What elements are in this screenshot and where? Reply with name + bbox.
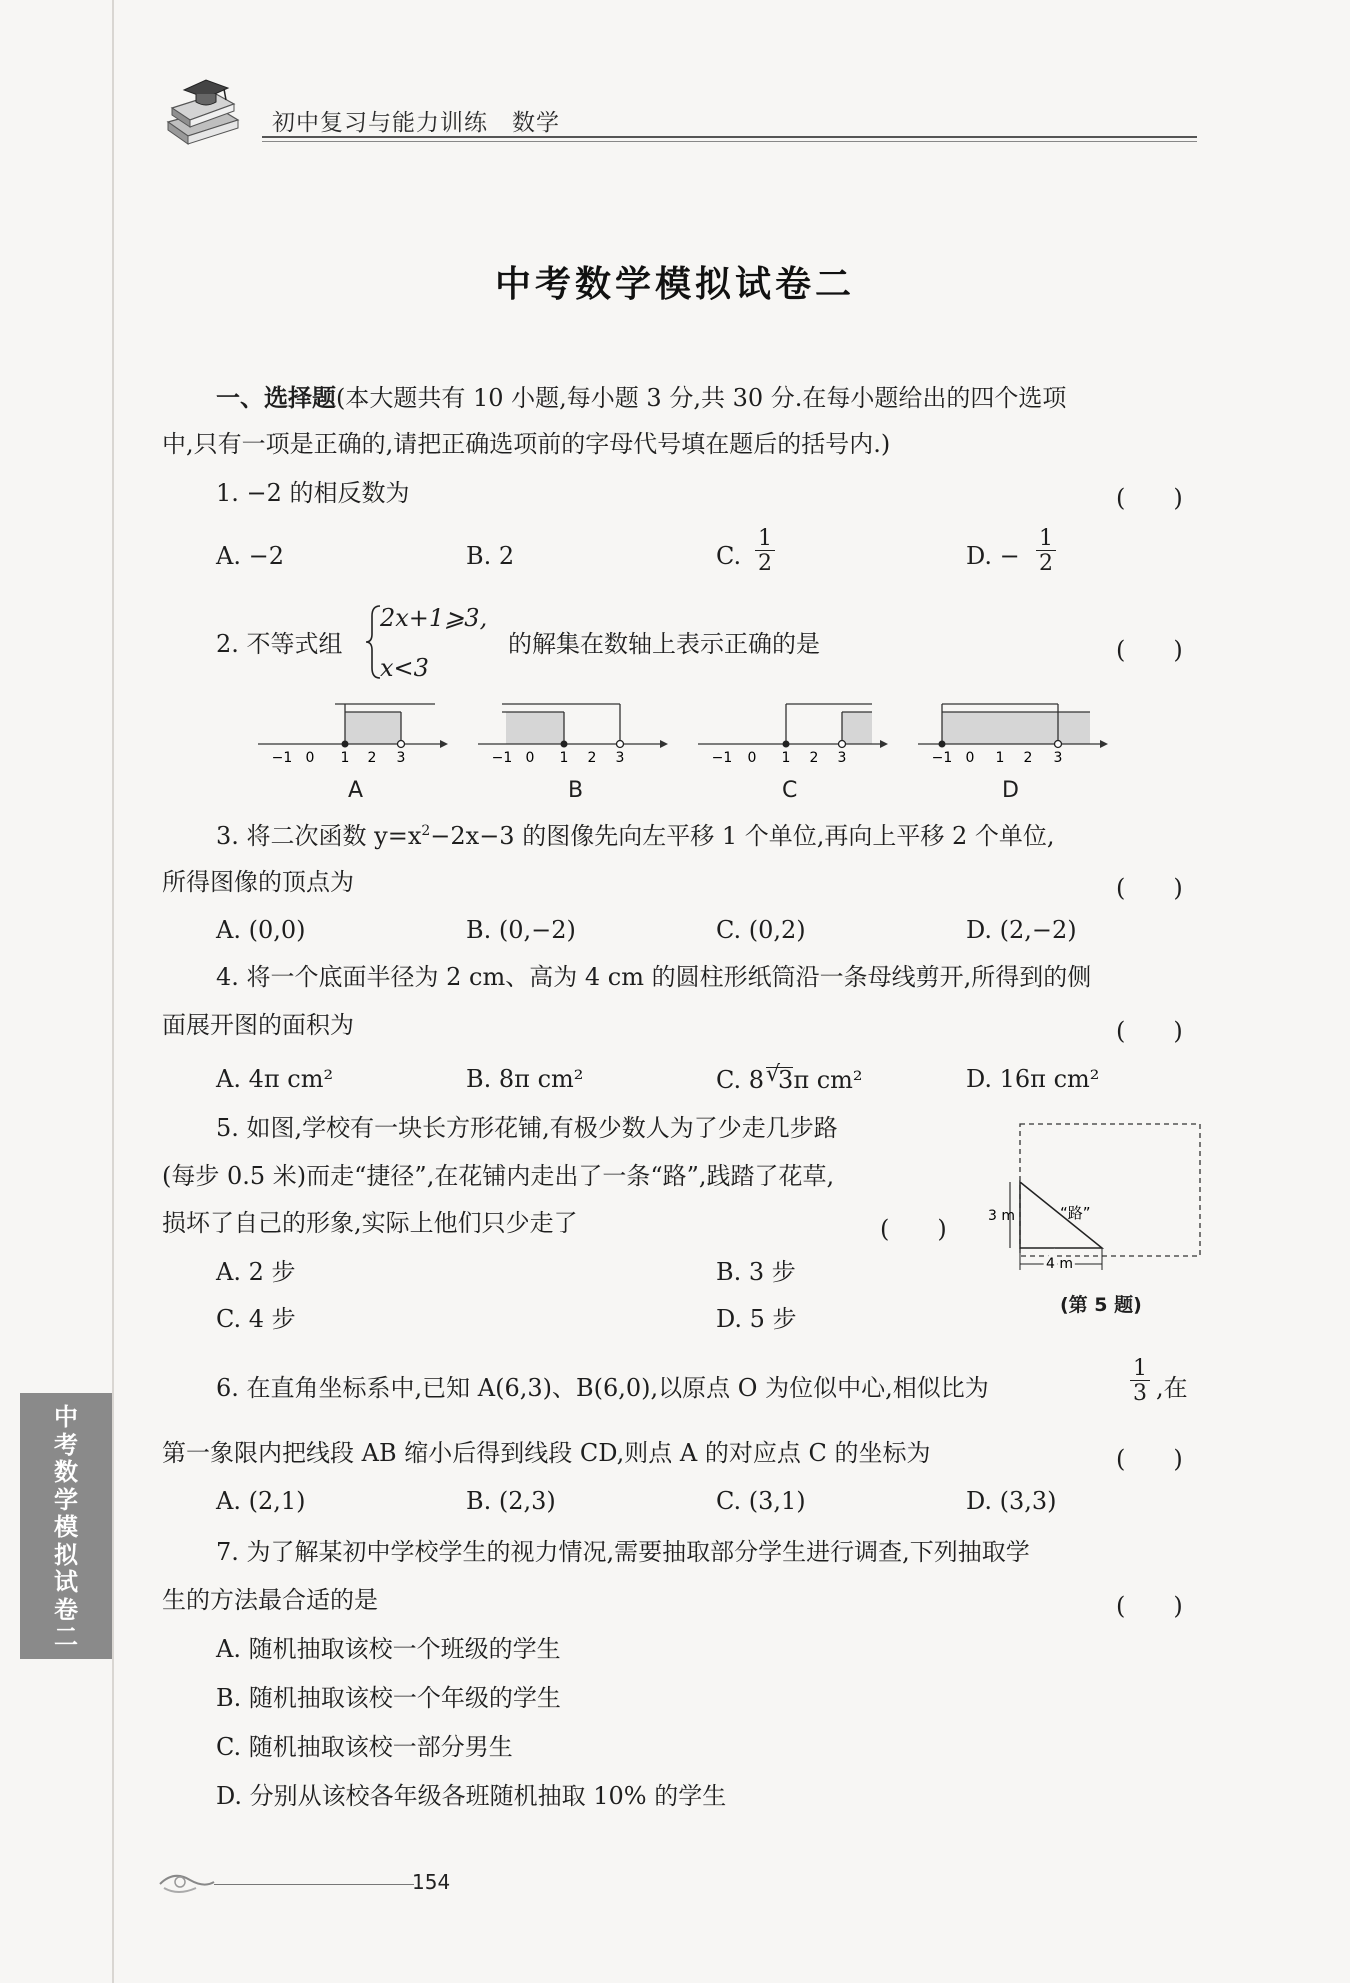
- side-char: 学: [54, 1485, 78, 1514]
- q3-option-d: D. (2,−2): [966, 916, 1077, 944]
- q5-bottom-label: 4 m: [1046, 1256, 1073, 1272]
- section-instructions: [216, 386, 1066, 410]
- tick-label: 1: [995, 750, 1005, 764]
- fraction-denominator: 3: [1133, 1381, 1147, 1406]
- q6-answer-blank: ( ): [1116, 1445, 1183, 1473]
- q3-line1-pre: 3. 将二次函数 y=x: [216, 822, 422, 850]
- q5-option-b: B. 3 步: [716, 1258, 796, 1286]
- sqrt-icon: √: [766, 1062, 781, 1087]
- section-heading: 一、选择题: [216, 384, 336, 412]
- number-line-a: [250, 694, 450, 764]
- tick-label: 3: [615, 750, 625, 764]
- fraction-denominator: 2: [1039, 551, 1053, 576]
- side-char: 试: [54, 1568, 78, 1596]
- tick-label: 3: [837, 750, 847, 764]
- number-line-b: [470, 694, 670, 764]
- q4-option-c-radicand: 3: [778, 1066, 794, 1094]
- flowerbed-outline: [1020, 1124, 1200, 1256]
- footer-rule: [214, 1884, 414, 1885]
- page-number: 154: [412, 1870, 451, 1894]
- q1-option-a: A. −2: [216, 542, 284, 570]
- q5-option-a: A. 2 步: [216, 1258, 296, 1286]
- tick-label: 0: [965, 750, 975, 764]
- tick-label: −1: [271, 750, 293, 764]
- q2-option-label-b: B: [568, 778, 584, 803]
- side-char: 卷: [54, 1595, 78, 1624]
- number-line-d: [910, 694, 1110, 764]
- tick-label: 3: [396, 750, 406, 764]
- q1-option-c-fraction: [755, 528, 775, 575]
- footer-ornament-icon: [156, 1866, 216, 1900]
- header-title: 初中复习与能力训练 数学: [272, 110, 560, 136]
- fraction-numerator: 1: [755, 528, 775, 551]
- q6-option-b: B. (2,3): [466, 1487, 556, 1515]
- tick-label: 1: [781, 750, 791, 764]
- tick-label: 2: [809, 750, 819, 764]
- side-char: 数: [54, 1458, 78, 1486]
- q6-line2: 第一象限内把线段 AB 缩小后得到线段 CD,则点 A 的对应点 C 的坐标为: [162, 1439, 931, 1467]
- q1-option-d-fraction: [1036, 528, 1056, 575]
- fraction-numerator: 1: [1130, 1358, 1150, 1381]
- tick-label: 0: [747, 750, 757, 764]
- q3-option-a: A. (0,0): [216, 916, 306, 944]
- tick-label: 1: [340, 750, 350, 764]
- q5-road-label: “路”: [1060, 1204, 1091, 1222]
- q1-option-c-label: C.: [716, 542, 742, 570]
- q2-option-label-c: C: [782, 778, 798, 803]
- q7-line1: 7. 为了解某初中学校学生的视力情况,需要抽取部分学生进行调查,下列抽取学: [216, 1538, 1030, 1566]
- tick-label: −1: [931, 750, 953, 764]
- q3-answer-blank: ( ): [1116, 874, 1183, 902]
- header-rule-thin: [262, 141, 1197, 142]
- q5-line1: 5. 如图,学校有一块长方形花铺,有极少数人为了少走几步路: [216, 1114, 838, 1142]
- q6-option-c: C. (3,1): [716, 1487, 806, 1515]
- header-rule: [262, 136, 1197, 138]
- tick-label: 2: [1023, 750, 1033, 764]
- q6-ratio-fraction: [1130, 1358, 1150, 1405]
- number-line-c: [690, 694, 890, 764]
- tick-label: 0: [525, 750, 535, 764]
- q4-option-c-pre: C. 8: [716, 1066, 765, 1094]
- q7-option-b: B. 随机抽取该校一个年级的学生: [216, 1684, 561, 1712]
- tick-label: −1: [491, 750, 513, 764]
- q5-flowerbed-figure: [984, 1116, 1208, 1276]
- tick-label: 1: [559, 750, 569, 764]
- tick-label: 2: [587, 750, 597, 764]
- side-char: 模: [54, 1513, 78, 1541]
- q2-stem-pre: 2. 不等式组: [216, 630, 343, 658]
- fraction-denominator: 2: [758, 551, 772, 576]
- q5-line2: (每步 0.5 米)而走“捷径”,在花铺内走出了一条“路”,践踏了花草,: [162, 1162, 835, 1190]
- q6-option-d: D. (3,3): [966, 1487, 1057, 1515]
- q6-line1: 6. 在直角坐标系中,已知 A(6,3)、B(6,0),以原点 O 为位似中心,相似比为: [216, 1374, 989, 1402]
- q5-side-label: 3 m: [988, 1208, 1015, 1224]
- exam-title: 中考数学模拟试卷二: [494, 264, 855, 305]
- tick-label: −1: [711, 750, 733, 764]
- q5-option-d: D. 5 步: [716, 1305, 797, 1333]
- q4-option-c-root: [766, 1062, 794, 1094]
- q4-option-d: D. 16π cm²: [966, 1065, 1100, 1093]
- q3-line2: 所得图像的顶点为: [162, 868, 354, 896]
- q5-option-c: C. 4 步: [216, 1305, 296, 1333]
- q2-inequality-2: x<3: [380, 654, 429, 682]
- section-instructions-line2: 中,只有一项是正确的,请把正确选项前的字母代号填在题后的括号内.): [162, 430, 891, 458]
- q6-line1-tail: ,在: [1156, 1374, 1188, 1402]
- q1-stem: 1. −2 的相反数为: [216, 479, 410, 507]
- q7-line2: 生的方法最合适的是: [162, 1586, 378, 1614]
- q5-answer-blank: ( ): [880, 1215, 947, 1243]
- q4-option-c: [716, 1062, 863, 1094]
- q1-answer-blank: ( ): [1116, 484, 1183, 512]
- q4-option-a: A. 4π cm²: [216, 1065, 334, 1093]
- q4-line2: 面展开图的面积为: [162, 1011, 354, 1039]
- books-logo-icon: [158, 70, 242, 146]
- side-char: 考: [54, 1430, 78, 1459]
- q4-line1: 4. 将一个底面半径为 2 cm、高为 4 cm 的圆柱形纸筒沿一条母线剪开,所得到的侧: [216, 963, 1092, 991]
- q2-inequality-1: 2x+1⩾3,: [380, 604, 488, 632]
- q6-option-a: A. (2,1): [216, 1487, 306, 1515]
- q5-line3: 损坏了自己的形象,实际上他们只少走了: [162, 1209, 578, 1237]
- q3-option-c: C. (0,2): [716, 916, 806, 944]
- q7-answer-blank: ( ): [1116, 1592, 1183, 1620]
- q1-option-b: B. 2: [466, 542, 515, 570]
- q2-stem-post: 的解集在数轴上表示正确的是: [508, 630, 820, 658]
- q3-exponent: 2: [421, 823, 431, 839]
- tick-label: 3: [1053, 750, 1063, 764]
- side-char: 中: [54, 1403, 78, 1431]
- tick-label: 0: [305, 750, 315, 764]
- section-instructions-line1: (本大题共有 10 小题,每小题 3 分,共 30 分.在每小题给出的四个选项: [336, 384, 1067, 412]
- side-char: 二: [54, 1623, 78, 1651]
- q7-option-a: A. 随机抽取该校一个班级的学生: [216, 1635, 561, 1663]
- q4-option-c-post: π cm²: [793, 1066, 863, 1094]
- fraction-numerator: 1: [1036, 528, 1056, 551]
- tick-label: 2: [367, 750, 377, 764]
- q1-option-d-label: D. −: [966, 542, 1020, 570]
- q7-option-c: C. 随机抽取该校一部分男生: [216, 1733, 513, 1761]
- q2-option-label-a: A: [348, 778, 364, 803]
- q3-option-b: B. (0,−2): [466, 916, 576, 944]
- q4-answer-blank: ( ): [1116, 1017, 1183, 1045]
- side-char: 拟: [54, 1540, 78, 1569]
- q3-line1-post: −2x−3 的图像先向左平移 1 个单位,再向上平移 2 个单位,: [430, 822, 1055, 850]
- q4-option-b: B. 8π cm²: [466, 1065, 584, 1093]
- q3-line1: [216, 824, 1055, 848]
- q7-option-d: D. 分别从该校各年级各班随机抽取 10% 的学生: [216, 1782, 727, 1810]
- q5-figure-caption: (第 5 题): [1060, 1294, 1142, 1316]
- q2-answer-blank: ( ): [1116, 636, 1183, 664]
- side-chapter-label: [42, 1404, 90, 1652]
- q2-option-label-d: D: [1002, 778, 1019, 803]
